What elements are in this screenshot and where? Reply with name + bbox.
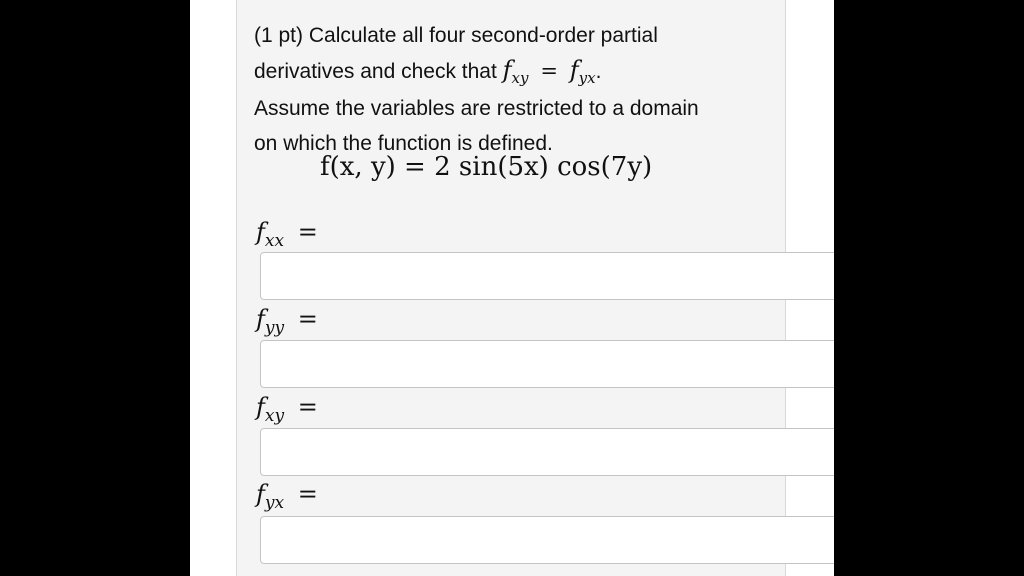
check-lhs-sub: xy [511, 69, 529, 87]
fyy-answer-input[interactable] [260, 340, 834, 388]
check-lhs-f: f [502, 56, 512, 84]
fyy-f: f [256, 305, 265, 333]
fyy-label [256, 305, 324, 338]
fxx-answer-input[interactable] [260, 252, 834, 300]
fxy-equals: = [297, 393, 318, 421]
problem-line-1: (1 pt) Calculate all four second-order partial [254, 24, 658, 47]
fxy-f: f [256, 393, 265, 421]
problem-statement [254, 18, 794, 161]
fxy-label [256, 393, 324, 426]
fxy-answer-input[interactable] [260, 428, 834, 476]
fyx-sub: yx [264, 493, 285, 513]
page-content [190, 0, 834, 576]
fyx-f: f [256, 480, 265, 508]
fyx-equals: = [297, 480, 318, 508]
fyx-answer-input[interactable] [260, 516, 834, 564]
check-period: . [595, 60, 602, 83]
problem-line-4: on which the function is defined. [254, 132, 553, 155]
check-rhs-sub: yx [578, 69, 596, 87]
fxy-sub: xy [264, 406, 285, 426]
problem-line-2 [254, 53, 794, 91]
fyy-equals: = [297, 305, 318, 333]
fxx-sub: xx [264, 231, 285, 251]
fyx-label [256, 480, 324, 513]
fyy-sub: yy [264, 318, 285, 338]
problem-line-2-text: derivatives and check that [254, 60, 497, 83]
fxx-equals: = [297, 218, 318, 246]
check-rhs-f: f [569, 56, 579, 84]
function-definition: f(x, y) = 2 sin(5x) cos(7y) [320, 152, 653, 182]
fxx-f: f [256, 218, 265, 246]
check-equals: = [540, 59, 558, 83]
fxx-label [256, 218, 324, 251]
problem-line-3: Assume the variables are restricted to a domain [254, 97, 699, 120]
